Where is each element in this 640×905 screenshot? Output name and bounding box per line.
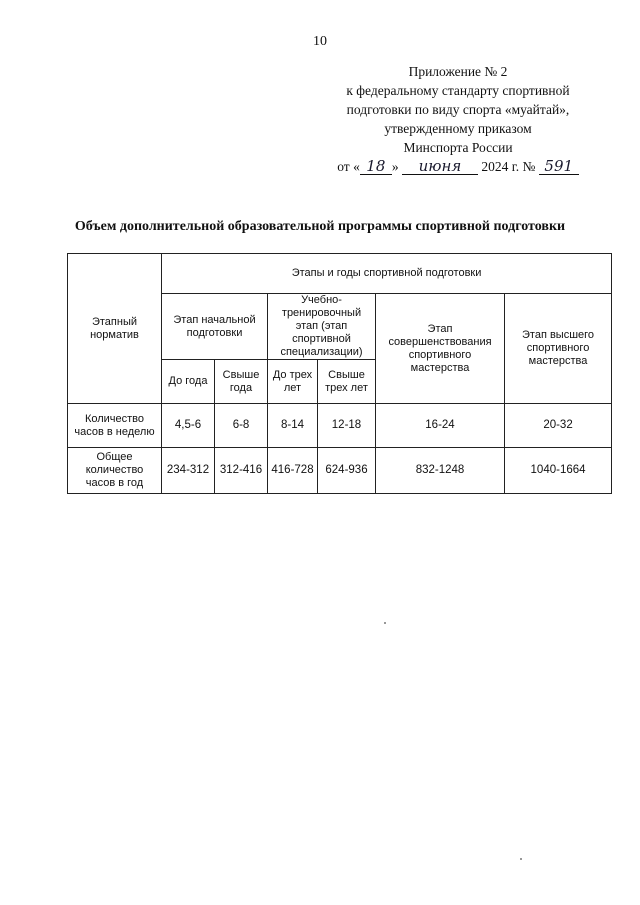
handwritten-day: 18 <box>360 158 392 175</box>
initial-sub-2: Свыше года <box>215 360 268 404</box>
order-mid: » <box>391 159 402 174</box>
norms-table <box>67 253 612 494</box>
order-reference <box>308 157 608 176</box>
appendix-line: Приложение № 2 <box>408 64 508 79</box>
stage-improvement-header: Этап совершенствования спортивного мастерства <box>376 294 505 404</box>
appendix-line: утвержденному приказом <box>384 121 532 136</box>
document-title: Объем дополнительной образовательной программы спортивной подготовки <box>74 219 566 234</box>
row-label: Количество часов в неделю <box>68 404 162 448</box>
handwritten-month: июня <box>402 158 478 175</box>
table-cell: 312-416 <box>215 448 268 494</box>
appendix-line: к федеральному стандарту спортивной <box>346 83 570 98</box>
table-cell: 12-18 <box>318 404 376 448</box>
table-cell: 8-14 <box>268 404 318 448</box>
table-cell: 234-312 <box>162 448 215 494</box>
order-year: 2024 г. № <box>477 159 539 174</box>
appendix-header <box>308 62 608 176</box>
table-cell: 6-8 <box>215 404 268 448</box>
training-sub-1: До трех лет <box>268 360 318 404</box>
table-header-row <box>68 254 612 294</box>
corner-header: Этапный норматив <box>68 254 162 404</box>
appendix-line: подготовки по виду спорта «муайтай», <box>346 102 570 117</box>
initial-sub-1: До года <box>162 360 215 404</box>
row-label: Общее количество часов в год <box>68 448 162 494</box>
table-cell: 1040-1664 <box>505 448 612 494</box>
stage-initial-header: Этап начальной подготовки <box>162 294 268 360</box>
scan-speck <box>384 622 386 624</box>
training-sub-2: Свыше трех лет <box>318 360 376 404</box>
table-cell: 832-1248 <box>376 448 505 494</box>
order-prefix: от « <box>337 159 360 174</box>
table-row <box>68 448 612 494</box>
handwritten-order-number: 591 <box>539 158 579 175</box>
stage-training-header: Учебно-тренировочный этап (этап спортивной специализации) <box>268 294 376 360</box>
group-header: Этапы и годы спортивной подготовки <box>162 254 612 294</box>
table-cell: 20-32 <box>505 404 612 448</box>
appendix-line: Минспорта России <box>403 140 513 155</box>
table-row <box>68 404 612 448</box>
table-cell: 16-24 <box>376 404 505 448</box>
table-cell: 4,5-6 <box>162 404 215 448</box>
page-number: 10 <box>313 34 327 49</box>
scan-speck <box>520 858 522 860</box>
table-cell: 624-936 <box>318 448 376 494</box>
stage-highest-header: Этап высшего спортивного мастерства <box>505 294 612 404</box>
table-cell: 416-728 <box>268 448 318 494</box>
